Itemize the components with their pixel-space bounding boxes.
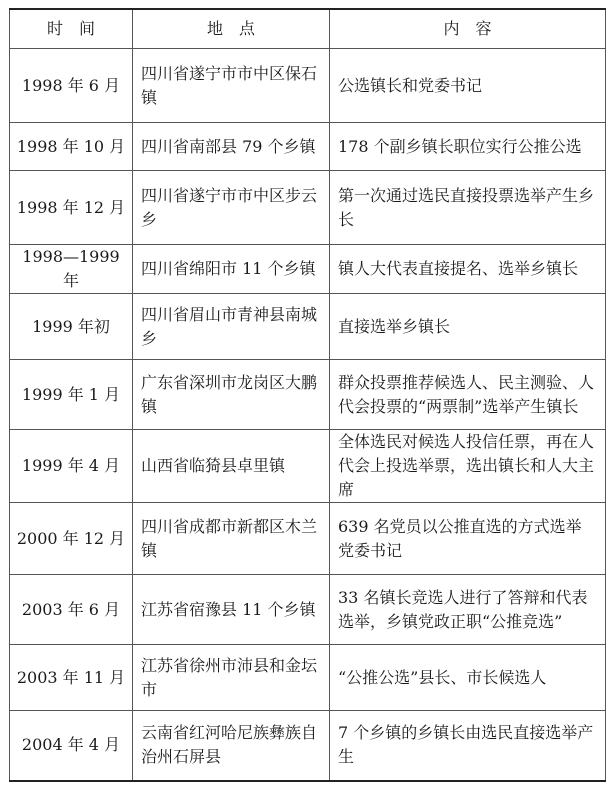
table-header-row [10, 9, 606, 49]
cell-place: 江苏省宿豫县 11 个乡镇 [133, 575, 330, 645]
table-row [10, 711, 606, 781]
cell-content: 639 名党员以公推直选的方式选举党委书记 [330, 503, 606, 575]
cell-place: 四川省成都市新都区木兰镇 [133, 503, 330, 575]
reform-timeline-table [9, 8, 606, 782]
table-row [10, 503, 606, 575]
table-row [10, 49, 606, 123]
table-row [10, 123, 606, 171]
cell-place: 广东省深圳市龙岗区大鹏镇 [133, 360, 330, 430]
cell-place: 四川省眉山市青神县南城乡 [133, 294, 330, 360]
cell-time: 1999 年 4 月 [10, 430, 133, 503]
cell-content: “公推公选”县长、市长候选人 [330, 645, 606, 711]
cell-time: 1998 年 12 月 [10, 171, 133, 245]
cell-place: 江苏省徐州市沛县和金坛市 [133, 645, 330, 711]
table-row [10, 294, 606, 360]
cell-content: 直接选举乡镇长 [330, 294, 606, 360]
cell-time: 1999 年 1 月 [10, 360, 133, 430]
cell-time: 2004 年 4 月 [10, 711, 133, 781]
cell-time: 1998 年 10 月 [10, 123, 133, 171]
cell-content: 第一次通过选民直接投票选举产生乡长 [330, 171, 606, 245]
cell-content: 群众投票推荐候选人、民主测验、人代会投票的“两票制”选举产生镇长 [330, 360, 606, 430]
header-content: 内 容 [330, 9, 606, 49]
cell-content: 7 个乡镇的乡镇长由选民直接选举产生 [330, 711, 606, 781]
table-row [10, 360, 606, 430]
header-time: 时 间 [10, 9, 133, 49]
cell-content: 公选镇长和党委书记 [330, 49, 606, 123]
table-row [10, 430, 606, 503]
cell-place: 四川省南部县 79 个乡镇 [133, 123, 330, 171]
cell-time: 1998—1999 年 [10, 245, 133, 294]
cell-time: 2003 年 11 月 [10, 645, 133, 711]
cell-place: 四川省遂宁市市中区步云乡 [133, 171, 330, 245]
table-body [10, 49, 606, 781]
cell-place: 山西省临猗县卓里镇 [133, 430, 330, 503]
cell-time: 1999 年初 [10, 294, 133, 360]
cell-time: 2000 年 12 月 [10, 503, 133, 575]
cell-time: 1998 年 6 月 [10, 49, 133, 123]
table-row [10, 575, 606, 645]
cell-content: 178 个副乡镇长职位实行公推公选 [330, 123, 606, 171]
cell-content: 镇人大代表直接提名、选举乡镇长 [330, 245, 606, 294]
cell-content: 全体选民对候选人投信任票，再在人代会上投选举票，选出镇长和人大主席 [330, 430, 606, 503]
cell-content: 33 名镇长竞选人进行了答辩和代表选举，乡镇党政正职“公推竞选” [330, 575, 606, 645]
header-place: 地 点 [133, 9, 330, 49]
table-row [10, 245, 606, 294]
table-row [10, 645, 606, 711]
cell-place: 云南省红河哈尼族彝族自治州石屏县 [133, 711, 330, 781]
cell-place: 四川省绵阳市 11 个乡镇 [133, 245, 330, 294]
cell-place: 四川省遂宁市市中区保石镇 [133, 49, 330, 123]
table-row [10, 171, 606, 245]
cell-time: 2003 年 6 月 [10, 575, 133, 645]
